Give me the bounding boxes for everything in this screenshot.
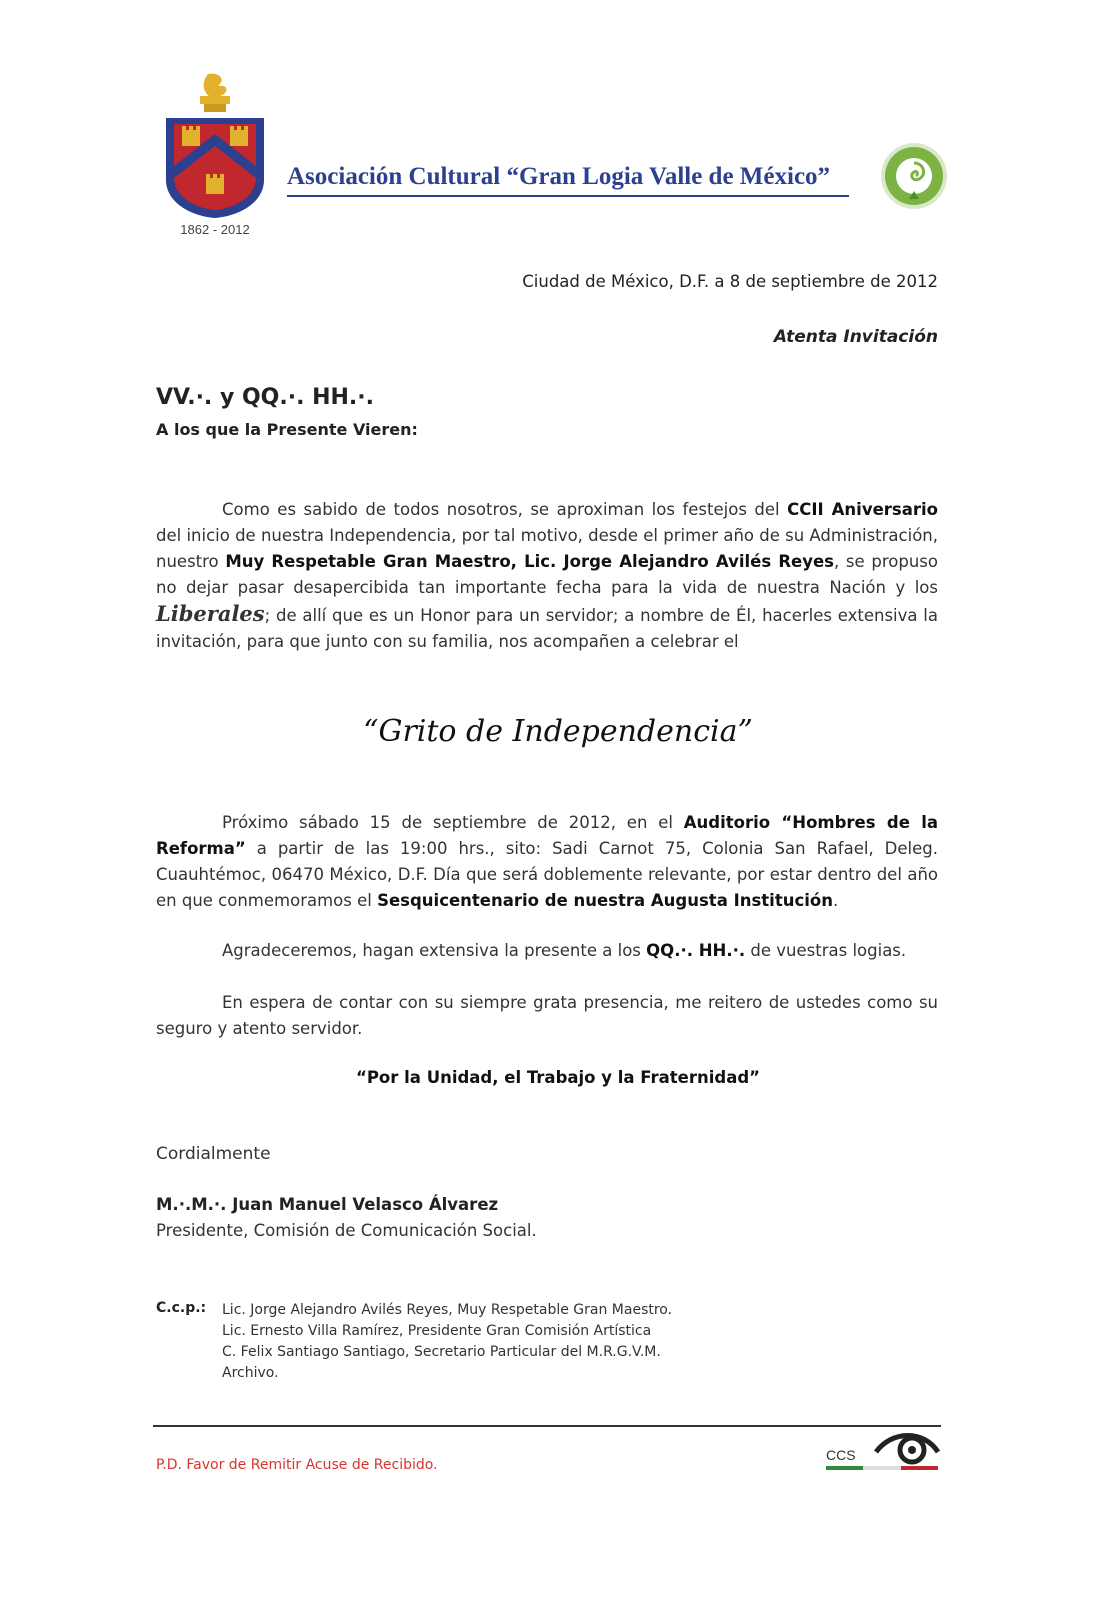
text-run: a partir de las 19:00 hrs., sito: Sadi Carnot 75, Colonia San Rafael, Deleg. Cuauhtémoc, 06470 México, D.F. Día que será doblemente relevante, por estar dentro del año en que conmemoramos el xyxy=(156,839,938,910)
ccp-item: Archivo. xyxy=(222,1365,279,1381)
letter-date: Ciudad de México, D.F. a 8 de septiembre de 2012 xyxy=(522,272,938,291)
text-run: En espera de contar con su siempre grata presencia, me reitero de ustedes como su seguro y atento servidor. xyxy=(156,993,938,1038)
emphasis-text: QQ.·. HH.·. xyxy=(646,941,746,960)
text-run: . xyxy=(832,891,839,910)
established-years: 1862 - 2012 xyxy=(180,222,250,237)
salutation: VV.·. y QQ.·. HH.·. xyxy=(156,385,374,410)
emphasis-text: Auditorio “Hombres de la Reforma” xyxy=(156,813,938,858)
green-seal-logo xyxy=(879,141,949,211)
postscript: P.D. Favor de Remitir Acuse de Recibido. xyxy=(156,1457,438,1473)
paragraph-request xyxy=(156,938,938,964)
letter-heading: Atenta Invitación xyxy=(773,327,938,347)
ccs-label: CCS xyxy=(826,1447,856,1463)
signer-position: Presidente, Comisión de Comunicación Social. xyxy=(156,1221,537,1240)
text-run: Próximo sábado 15 de septiembre de 2012, en el xyxy=(222,813,684,832)
ccp-item: Lic. Ernesto Villa Ramírez, Presidente Gran Comisión Artística xyxy=(222,1323,652,1339)
paragraph-closing xyxy=(156,990,938,1042)
text-run: Como es sabido de todos nosotros, se aproximan los festejos del xyxy=(222,500,788,519)
salutation-subtitle: A los que la Presente Vieren: xyxy=(156,420,418,439)
ccs-tricolor-stripe xyxy=(826,1466,938,1470)
organization-title: Asociación Cultural “Gran Logia Valle de México” xyxy=(287,163,831,190)
ccp-item: Lic. Jorge Alejandro Avilés Reyes, Muy Respetable Gran Maestro. xyxy=(222,1302,673,1318)
motto: “Por la Unidad, el Trabajo y la Fraternidad” xyxy=(356,1068,760,1087)
emphasis-text: Muy Respetable Gran Maestro, Lic. Jorge Alejandro Avilés Reyes xyxy=(225,552,835,571)
text-run: Agradeceremos, hagan extensiva la presente a los xyxy=(222,941,647,960)
closing-word: Cordialmente xyxy=(156,1144,271,1164)
emphasis-text: CCII Aniversario xyxy=(787,500,938,519)
lodge-shield-logo xyxy=(160,70,270,220)
ccp-label: C.c.p.: xyxy=(156,1300,207,1316)
footer-divider xyxy=(153,1425,941,1427)
paragraph-event-details xyxy=(156,810,938,914)
text-run: ; de allí que es un Honor para un servidor; a nombre de Él, hacerles extensiva la invitación, para que junto con su familia, nos acompañen a celebrar el xyxy=(156,606,938,651)
ccp-item: C. Felix Santiago Santiago, Secretario Particular del M.R.G.V.M. xyxy=(222,1344,661,1360)
event-title: “Grito de Independencia” xyxy=(363,714,753,749)
emphasis-text: Sesquicentenario de nuestra Augusta Institución xyxy=(377,891,833,910)
paragraph-intro xyxy=(156,497,938,655)
script-emphasis-text: Liberales xyxy=(156,601,265,626)
signer-name: M.·.M.·. Juan Manuel Velasco Álvarez xyxy=(156,1195,499,1214)
title-underline xyxy=(287,195,849,197)
text-run: de vuestras logias. xyxy=(745,941,907,960)
ccp-list xyxy=(222,1300,672,1384)
text-run: , se propuso no dejar pasar desapercibida tan importante fecha para la vida de nuestra Nación y los xyxy=(156,552,938,597)
text-run: del inicio de nuestra Independencia, por tal motivo, desde el primer año de su Administración, nuestro xyxy=(156,526,938,571)
